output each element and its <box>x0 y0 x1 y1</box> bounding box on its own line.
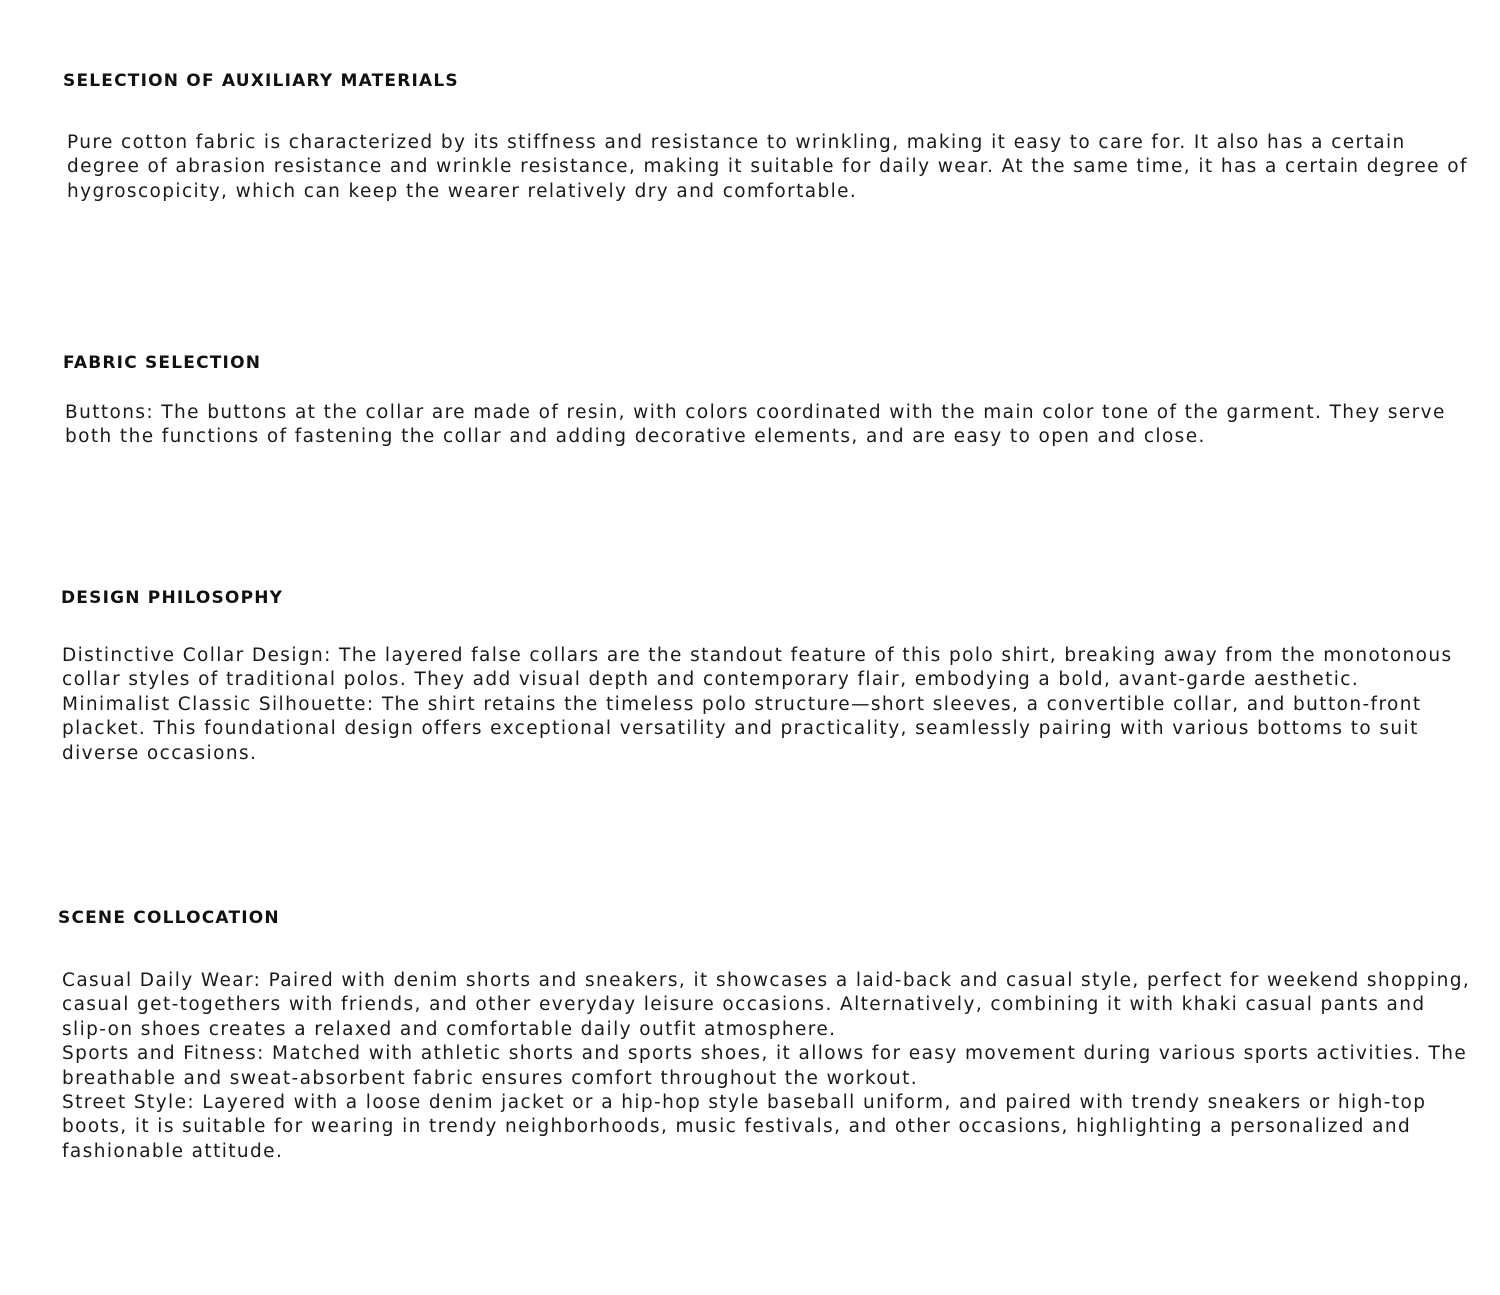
auxiliary-materials-paragraph <box>67 131 1468 204</box>
fabric-selection-paragraph <box>65 401 1446 450</box>
paragraph-line: diverse occasions. <box>62 742 258 764</box>
paragraph-line: Sports and Fitness: Matched with athletic shorts and sports shoes, it allows for easy movement during various sports activities. The <box>62 1043 1468 1065</box>
paragraph-line: Casual Daily Wear: Paired with denim shorts and sneakers, it showcases a laid-back and casual style, perfect for weekend shopping, <box>62 970 1471 991</box>
paragraph-line: Distinctive Collar Design: The layered false collars are the standout feature of this polo shirt, breaking away from the monotonous <box>62 645 1453 666</box>
paragraph-line: Street Style: Layered with a loose denim jacket or a hip-hop style baseball uniform, and paired with trendy sneakers or high-top <box>62 1092 1427 1114</box>
scene-collocation-heading: SCENE COLLOCATION <box>58 908 280 928</box>
scene-collocation-paragraph <box>62 969 1470 1164</box>
design-philosophy-heading: DESIGN PHILOSOPHY <box>61 588 284 608</box>
paragraph-line: boots, it is suitable for wearing in trendy neighborhoods, music festivals, and other occasions, highlighting a personalized and <box>62 1116 1412 1138</box>
paragraph-line: degree of abrasion resistance and wrinkle resistance, making it suitable for daily wear. At the same time, it has a certain degree of <box>67 156 1468 178</box>
paragraph-line: fashionable attitude. <box>62 1140 284 1162</box>
paragraph-line: slip-on shoes creates a relaxed and comfortable daily outfit atmosphere. <box>62 1018 837 1040</box>
paragraph-line: Pure cotton fabric is characterized by its stiffness and resistance to wrinkling, making it easy to care for. It also has a certain <box>67 132 1406 153</box>
paragraph-line: placket. This foundational design offers exceptional versatility and practicality, seamlessly pairing with various bottoms to suit <box>62 718 1419 740</box>
fabric-selection-heading: FABRIC SELECTION <box>63 353 262 373</box>
paragraph-line: Minimalist Classic Silhouette: The shirt retains the timeless polo structure—short sleeves, a convertible collar, and button-front <box>62 693 1422 715</box>
paragraph-line: casual get-togethers with friends, and other everyday leisure occasions. Alternatively, combining it with khaki casual pants and <box>62 994 1426 1016</box>
paragraph-line: collar styles of traditional polos. They add visual depth and contemporary flair, embodying a bold, avant-garde aesthetic. <box>62 669 1360 691</box>
paragraph-line: breathable and sweat-absorbent fabric ensures comfort throughout the workout. <box>62 1067 919 1089</box>
auxiliary-materials-heading: SELECTION OF AUXILIARY MATERIALS <box>63 71 459 91</box>
paragraph-line: Buttons: The buttons at the collar are made of resin, with colors coordinated with the main color tone of the garment. They serve <box>65 402 1446 423</box>
design-philosophy-paragraph <box>62 644 1453 766</box>
paragraph-line: both the functions of fastening the collar and adding decorative elements, and are easy to open and close. <box>65 426 1206 448</box>
paragraph-line: hygroscopicity, which can keep the wearer relatively dry and comfortable. <box>67 180 858 202</box>
